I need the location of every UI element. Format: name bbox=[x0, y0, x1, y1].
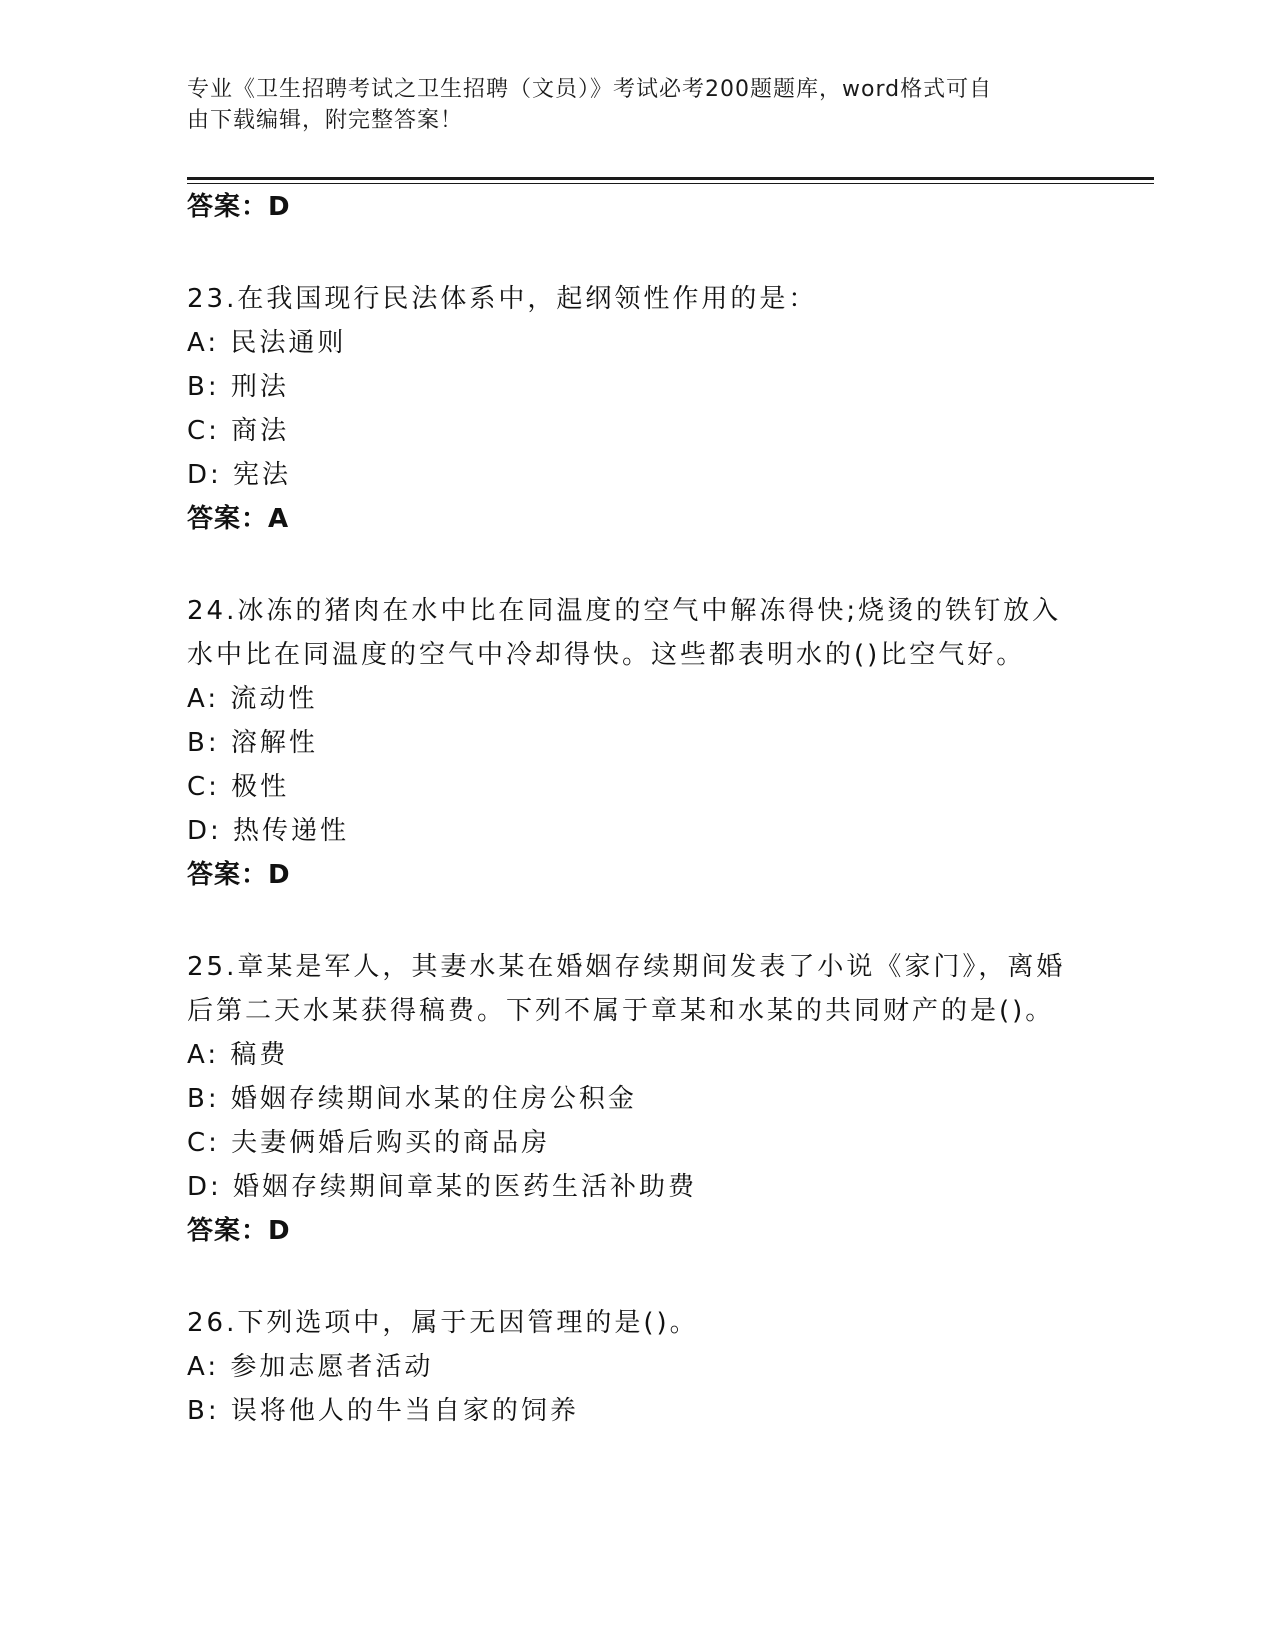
q25-option-a: A: 稿费 bbox=[187, 1040, 289, 1070]
q24-option-c: C: 极性 bbox=[187, 772, 290, 802]
q26-option-b: B: 误将他人的牛当自家的饲养 bbox=[187, 1396, 579, 1426]
header-line-2: 由下载编辑，附完整答案！ bbox=[187, 108, 464, 133]
q25-stem-line-1: 25.章某是军人，其妻水某在婚姻存续期间发表了小说《家门》，离婚 bbox=[187, 952, 1066, 982]
q24-stem-line-1: 24.冰冻的猪肉在水中比在同温度的空气中解冻得快;烧烫的铁钉放入 bbox=[187, 596, 1062, 626]
q24-stem-line-2: 水中比在同温度的空气中冷却得快。这些都表明水的()比空气好。 bbox=[187, 640, 1026, 670]
q24-option-d: D: 热传递性 bbox=[187, 816, 350, 846]
q23-option-d: D: 宪法 bbox=[187, 460, 292, 490]
header-divider-thick bbox=[187, 177, 1154, 180]
q24-answer: 答案：D bbox=[187, 860, 291, 890]
answer-prev: 答案：D bbox=[187, 192, 291, 222]
q23-answer: 答案：A bbox=[187, 504, 290, 534]
q24-option-a: A: 流动性 bbox=[187, 684, 318, 714]
document-header bbox=[187, 74, 1067, 136]
header-divider-thin bbox=[187, 183, 1154, 184]
q23-stem: 23.在我国现行民法体系中，起纲领性作用的是： bbox=[187, 284, 818, 314]
q25-stem-line-2: 后第二天水某获得稿费。下列不属于章某和水某的共同财产的是()。 bbox=[187, 996, 1055, 1026]
q24-option-b: B: 溶解性 bbox=[187, 728, 318, 758]
q25-option-c: C: 夫妻俩婚后购买的商品房 bbox=[187, 1128, 551, 1158]
header-line-1: 专业《卫生招聘考试之卫生招聘（文员）》考试必考200题题库，word格式可自 bbox=[187, 77, 993, 102]
q23-option-a: A: 民法通则 bbox=[187, 328, 347, 358]
q25-option-d: D: 婚姻存续期间章某的医药生活补助费 bbox=[187, 1172, 698, 1202]
q25-option-b: B: 婚姻存续期间水某的住房公积金 bbox=[187, 1084, 637, 1114]
q23-option-b: B: 刑法 bbox=[187, 372, 289, 402]
q26-option-a: A: 参加志愿者活动 bbox=[187, 1352, 434, 1382]
q25-answer: 答案：D bbox=[187, 1216, 291, 1246]
q23-option-c: C: 商法 bbox=[187, 416, 290, 446]
q26-stem: 26.下列选项中，属于无因管理的是()。 bbox=[187, 1308, 699, 1338]
